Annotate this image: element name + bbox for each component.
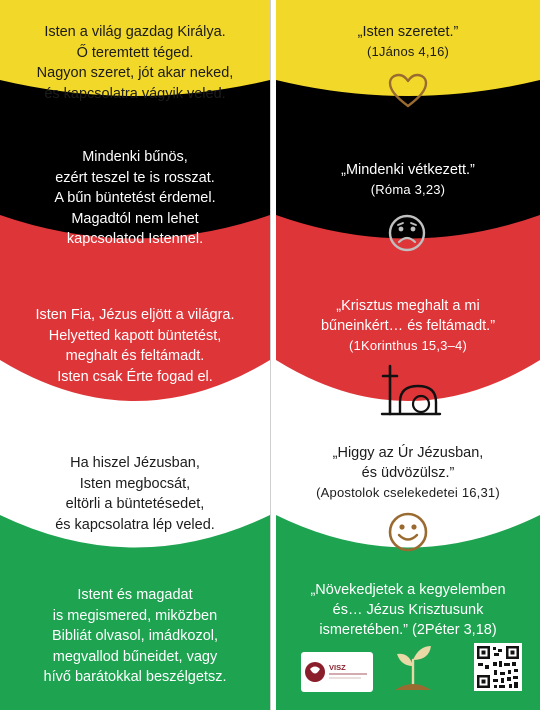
black-text [0,147,270,250]
red-text [0,305,270,387]
logo-text: VISZ [329,663,346,672]
text-line: eltörli a büntetésedet, [65,496,205,512]
text-line: Ha hiszel Jézusban, [70,455,200,471]
text-line: Mindenki bűnös, [82,149,188,165]
verse-reference: (1János 4,16) [366,44,450,59]
verse-reference: (Róma 3,23) [370,182,446,197]
verse-quote: „Mindenki vétkezett.” [341,162,475,178]
verse-quote-line: és… Jézus Krisztusunk [332,602,484,618]
text-line: Isten a világ gazdag Királya. [44,24,226,40]
smile-face-icon [387,511,429,553]
text-line: is megismered, miközben [52,607,218,624]
verse-quote: „Isten szeretet.” [357,24,459,40]
verse-quote-line: „Növekedjetek a kegyelemben [310,582,506,598]
yellow-text [0,22,270,104]
sad-face-icon [387,213,427,253]
text-line: és kapcsolatra lép veled. [55,516,215,533]
right-column [276,0,540,710]
text-line: Ő teremtett téged. [76,44,194,61]
white-verse [276,443,540,503]
verse-quote-line: ismeretében.” (2Péter 3,18) [319,622,497,638]
verse-reference: (Apostolok cselekedetei 16,31) [316,485,500,500]
qr-code-icon[interactable] [474,643,522,691]
verse-quote-line: bűneinkért… és feltámadt.” [320,318,496,334]
verse-reference: (1Korinthus 15,3–4) [349,338,467,353]
text-line: kapcsolatod Istennel. [66,231,204,247]
sprout-icon [391,640,435,692]
text-line: Isten csak Érte fogad el. [57,368,213,385]
green-verse [276,580,540,640]
text-line: és kapcsolatra vágyik veled. [44,85,226,102]
red-verse [276,296,540,356]
logo-mark-icon [301,652,373,692]
yellow-verse [276,22,540,62]
cross-tomb-icon [380,362,442,417]
text-line: Isten Fia, Jézus eljött a világra. [35,307,235,323]
heart-icon [388,73,428,109]
text-line: Magadtól nem lehet [71,210,199,227]
text-line: Istent és magadat [77,587,193,603]
text-line: Nagyon szeret, jót akar neked, [36,65,234,81]
visz-logo [301,652,373,692]
black-verse [276,160,540,200]
white-text [0,453,270,535]
text-line: Bibliát olvasol, imádkozol, [51,628,219,644]
verse-quote-line: és üdvözülsz.” [361,465,455,481]
text-line: Helyetted kapott büntetést, [48,327,222,344]
text-line: Isten megbocsát, [79,475,191,492]
text-line: ezért teszel te is rosszat. [55,169,215,186]
text-line: hívő barátokkal beszélgetsz. [43,669,227,685]
text-line: A bűn büntetést érdemel. [54,190,216,206]
green-text [0,585,270,688]
text-line: meghalt és feltámadt. [65,348,205,364]
text-line: megvallod bűneidet, vagy [52,648,218,665]
verse-quote-line: „Krisztus meghalt a mi [336,298,480,314]
verse-quote-line: „Higgy az Úr Jézusban, [332,445,484,461]
